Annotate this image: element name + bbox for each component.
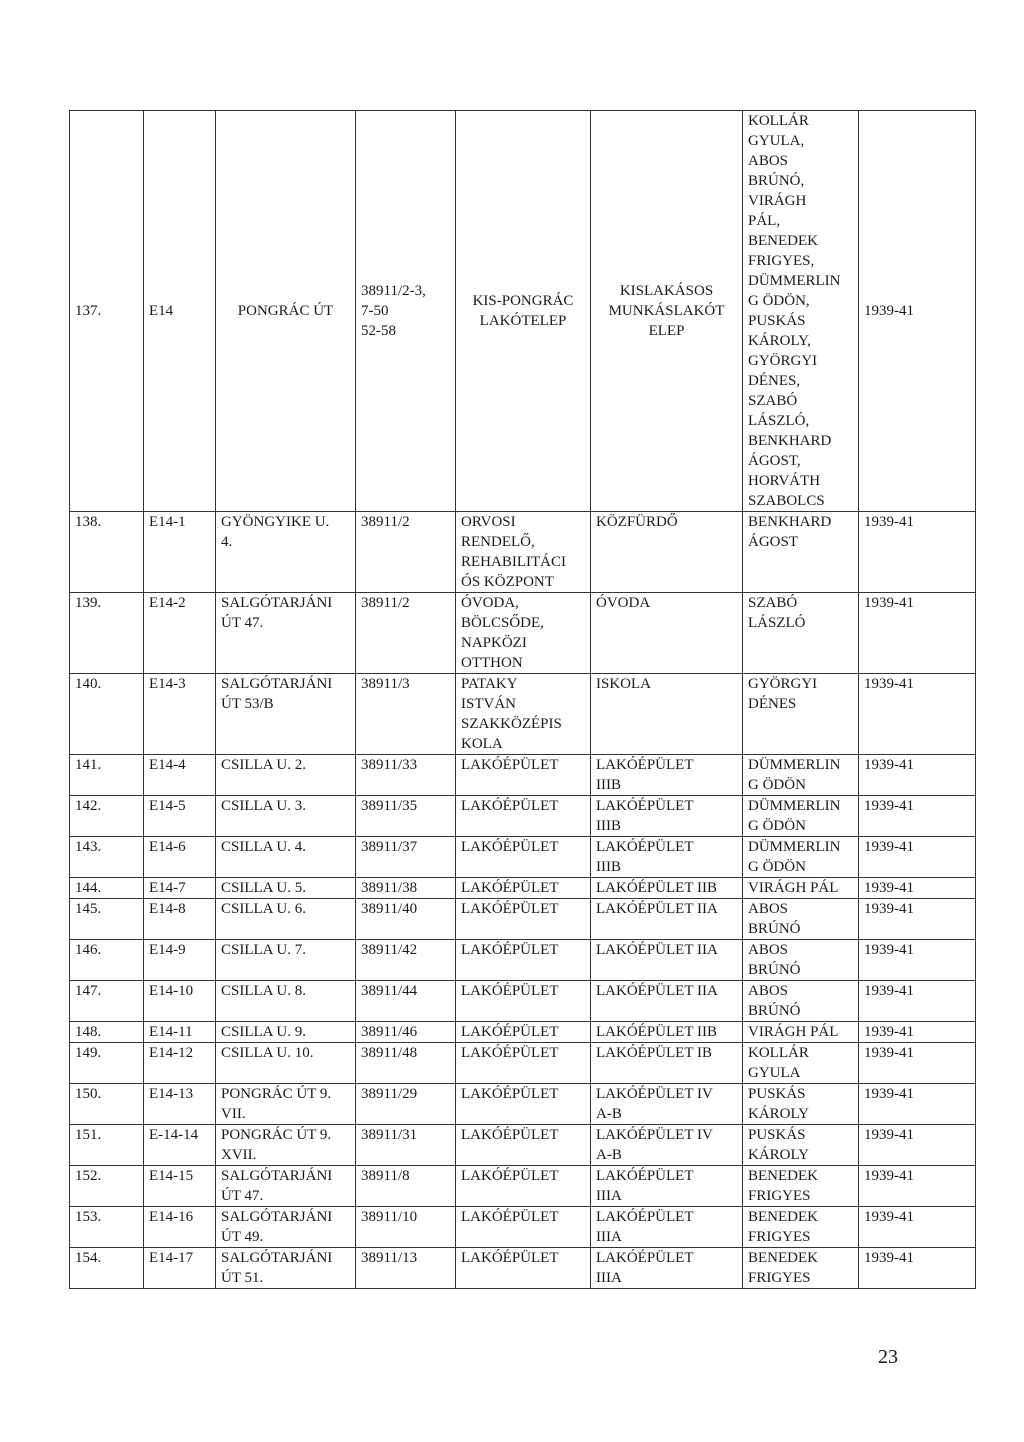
- object-function: KÖZFÜRDŐ: [591, 512, 743, 593]
- build-year: 1939-41: [859, 1022, 976, 1043]
- object-code: E14-4: [144, 755, 216, 796]
- address: SALGÓTARJÁNI ÚT 51.: [216, 1248, 356, 1289]
- object-code: E14-3: [144, 674, 216, 755]
- architect: KOLLÁR GYULA: [743, 1043, 859, 1084]
- object-function: LAKÓÉPÜLET IV A-B: [591, 1125, 743, 1166]
- table-row: [70, 899, 976, 940]
- parcel-number: 38911/46: [356, 1022, 456, 1043]
- object-function: LAKÓÉPÜLET IV A-B: [591, 1084, 743, 1125]
- address: CSILLA U. 4.: [216, 837, 356, 878]
- object-code: E14-1: [144, 512, 216, 593]
- object-code: E14-9: [144, 940, 216, 981]
- row-number: 140.: [70, 674, 144, 755]
- object-code: E14-8: [144, 899, 216, 940]
- object-name: ORVOSI RENDELŐ, REHABILITÁCI ÓS KÖZPONT: [456, 512, 591, 593]
- row-number: 144.: [70, 878, 144, 899]
- parcel-number: 38911/40: [356, 899, 456, 940]
- parcel-number: 38911/2: [356, 593, 456, 674]
- heritage-register-table: [69, 110, 976, 1289]
- build-year: 1939-41: [859, 1207, 976, 1248]
- parcel-number: 38911/3: [356, 674, 456, 755]
- table-row: [70, 1125, 976, 1166]
- object-function: KISLAKÁSOS MUNKÁSLAKÓT ELEP: [591, 111, 743, 512]
- build-year: 1939-41: [859, 1125, 976, 1166]
- table-row: [70, 1084, 976, 1125]
- build-year: 1939-41: [859, 940, 976, 981]
- object-function: LAKÓÉPÜLET IIIA: [591, 1166, 743, 1207]
- object-name: LAKÓÉPÜLET: [456, 981, 591, 1022]
- object-function: ISKOLA: [591, 674, 743, 755]
- build-year: 1939-41: [859, 899, 976, 940]
- table-row: [70, 837, 976, 878]
- row-number: 149.: [70, 1043, 144, 1084]
- object-name: LAKÓÉPÜLET: [456, 940, 591, 981]
- parcel-number: 38911/42: [356, 940, 456, 981]
- object-name: LAKÓÉPÜLET: [456, 1207, 591, 1248]
- object-name: PATAKY ISTVÁN SZAKKÖZÉPIS KOLA: [456, 674, 591, 755]
- row-number: 151.: [70, 1125, 144, 1166]
- object-code: E14-17: [144, 1248, 216, 1289]
- build-year: 1939-41: [859, 593, 976, 674]
- table-row: [70, 878, 976, 899]
- row-number: 138.: [70, 512, 144, 593]
- object-code: E14: [144, 111, 216, 512]
- object-name: LAKÓÉPÜLET: [456, 878, 591, 899]
- object-code: E14-5: [144, 796, 216, 837]
- parcel-number: 38911/2: [356, 512, 456, 593]
- parcel-number: 38911/35: [356, 796, 456, 837]
- build-year: 1939-41: [859, 837, 976, 878]
- row-number: 137.: [70, 111, 144, 512]
- build-year: 1939-41: [859, 1248, 976, 1289]
- architect: SZABÓ LÁSZLÓ: [743, 593, 859, 674]
- page-number: 23: [878, 1346, 898, 1368]
- build-year: 1939-41: [859, 755, 976, 796]
- object-name: LAKÓÉPÜLET: [456, 755, 591, 796]
- table-row: [70, 1043, 976, 1084]
- object-function: LAKÓÉPÜLET IIA: [591, 981, 743, 1022]
- address: CSILLA U. 6.: [216, 899, 356, 940]
- build-year: 1939-41: [859, 674, 976, 755]
- row-number: 142.: [70, 796, 144, 837]
- architect: ABOS BRÚNÓ: [743, 899, 859, 940]
- address: CSILLA U. 2.: [216, 755, 356, 796]
- row-number: 146.: [70, 940, 144, 981]
- parcel-number: 38911/31: [356, 1125, 456, 1166]
- object-name: LAKÓÉPÜLET: [456, 1125, 591, 1166]
- architect: BENKHARD ÁGOST: [743, 512, 859, 593]
- architect: KOLLÁR GYULA, ABOS BRÚNÓ, VIRÁGH PÁL, BENEDEK FRIGYES, DÜMMERLIN G ÖDÖN, PUSKÁS KÁROLY, GYÖRGYI DÉNES, SZABÓ LÁSZLÓ, BENKHARD ÁGOST, HORVÁTH SZABOLCS: [743, 111, 859, 512]
- address: CSILLA U. 10.: [216, 1043, 356, 1084]
- object-code: E14-12: [144, 1043, 216, 1084]
- row-number: 153.: [70, 1207, 144, 1248]
- address: SALGÓTARJÁNI ÚT 47.: [216, 1166, 356, 1207]
- object-code: E14-10: [144, 981, 216, 1022]
- row-number: 150.: [70, 1084, 144, 1125]
- object-code: E14-15: [144, 1166, 216, 1207]
- object-name: ÓVODA, BÖLCSŐDE, NAPKÖZI OTTHON: [456, 593, 591, 674]
- object-name: LAKÓÉPÜLET: [456, 1043, 591, 1084]
- address: SALGÓTARJÁNI ÚT 47.: [216, 593, 356, 674]
- build-year: 1939-41: [859, 981, 976, 1022]
- object-name: LAKÓÉPÜLET: [456, 899, 591, 940]
- parcel-number: 38911/37: [356, 837, 456, 878]
- object-code: E14-13: [144, 1084, 216, 1125]
- table-row: [70, 1022, 976, 1043]
- table-row: [70, 512, 976, 593]
- parcel-number: 38911/38: [356, 878, 456, 899]
- row-number: 143.: [70, 837, 144, 878]
- table-row: [70, 755, 976, 796]
- table-row: [70, 111, 976, 512]
- parcel-number: 38911/44: [356, 981, 456, 1022]
- parcel-number: 38911/48: [356, 1043, 456, 1084]
- object-function: LAKÓÉPÜLET IIIA: [591, 1248, 743, 1289]
- parcel-number: 38911/33: [356, 755, 456, 796]
- object-function: LAKÓÉPÜLET IIIB: [591, 837, 743, 878]
- object-function: LAKÓÉPÜLET IB: [591, 1043, 743, 1084]
- address: PONGRÁC ÚT: [216, 111, 356, 512]
- row-number: 152.: [70, 1166, 144, 1207]
- architect: DÜMMERLIN G ÖDÖN: [743, 755, 859, 796]
- parcel-number: 38911/13: [356, 1248, 456, 1289]
- parcel-number: 38911/10: [356, 1207, 456, 1248]
- architect: DÜMMERLIN G ÖDÖN: [743, 796, 859, 837]
- architect: GYÖRGYI DÉNES: [743, 674, 859, 755]
- parcel-number: 38911/29: [356, 1084, 456, 1125]
- object-code: E14-11: [144, 1022, 216, 1043]
- object-name: KIS-PONGRÁC LAKÓTELEP: [456, 111, 591, 512]
- build-year: 1939-41: [859, 512, 976, 593]
- object-function: LAKÓÉPÜLET IIB: [591, 878, 743, 899]
- object-code: E14-7: [144, 878, 216, 899]
- build-year: 1939-41: [859, 878, 976, 899]
- table-row: [70, 593, 976, 674]
- address: CSILLA U. 5.: [216, 878, 356, 899]
- address: PONGRÁC ÚT 9. XVII.: [216, 1125, 356, 1166]
- object-name: LAKÓÉPÜLET: [456, 1248, 591, 1289]
- object-code: E14-2: [144, 593, 216, 674]
- object-code: E14-16: [144, 1207, 216, 1248]
- address: CSILLA U. 7.: [216, 940, 356, 981]
- table-row: [70, 981, 976, 1022]
- build-year: 1939-41: [859, 111, 976, 512]
- build-year: 1939-41: [859, 1166, 976, 1207]
- architect: BENEDEK FRIGYES: [743, 1248, 859, 1289]
- build-year: 1939-41: [859, 796, 976, 837]
- object-code: E14-6: [144, 837, 216, 878]
- table-row: [70, 796, 976, 837]
- table-row: [70, 940, 976, 981]
- object-function: ÓVODA: [591, 593, 743, 674]
- table-row: [70, 1166, 976, 1207]
- object-function: LAKÓÉPÜLET IIB: [591, 1022, 743, 1043]
- address: PONGRÁC ÚT 9. VII.: [216, 1084, 356, 1125]
- architect: ABOS BRÚNÓ: [743, 940, 859, 981]
- object-function: LAKÓÉPÜLET IIIA: [591, 1207, 743, 1248]
- row-number: 141.: [70, 755, 144, 796]
- row-number: 147.: [70, 981, 144, 1022]
- address: CSILLA U. 3.: [216, 796, 356, 837]
- parcel-number: 38911/8: [356, 1166, 456, 1207]
- table-row: [70, 1207, 976, 1248]
- object-function: LAKÓÉPÜLET IIIB: [591, 796, 743, 837]
- object-name: LAKÓÉPÜLET: [456, 1022, 591, 1043]
- table-row: [70, 674, 976, 755]
- architect: PUSKÁS KÁROLY: [743, 1084, 859, 1125]
- row-number: 145.: [70, 899, 144, 940]
- object-name: LAKÓÉPÜLET: [456, 1084, 591, 1125]
- row-number: 148.: [70, 1022, 144, 1043]
- address: SALGÓTARJÁNI ÚT 53/B: [216, 674, 356, 755]
- object-function: LAKÓÉPÜLET IIIB: [591, 755, 743, 796]
- architect: DÜMMERLIN G ÖDÖN: [743, 837, 859, 878]
- object-function: LAKÓÉPÜLET IIA: [591, 940, 743, 981]
- object-function: LAKÓÉPÜLET IIA: [591, 899, 743, 940]
- address: SALGÓTARJÁNI ÚT 49.: [216, 1207, 356, 1248]
- build-year: 1939-41: [859, 1084, 976, 1125]
- architect: BENEDEK FRIGYES: [743, 1207, 859, 1248]
- address: CSILLA U. 9.: [216, 1022, 356, 1043]
- table-row: [70, 1248, 976, 1289]
- architect: VIRÁGH PÁL: [743, 1022, 859, 1043]
- architect: ABOS BRÚNÓ: [743, 981, 859, 1022]
- architect: BENEDEK FRIGYES: [743, 1166, 859, 1207]
- architect: VIRÁGH PÁL: [743, 878, 859, 899]
- object-name: LAKÓÉPÜLET: [456, 837, 591, 878]
- row-number: 154.: [70, 1248, 144, 1289]
- object-code: E-14-14: [144, 1125, 216, 1166]
- table-body: [70, 111, 976, 1289]
- address: CSILLA U. 8.: [216, 981, 356, 1022]
- row-number: 139.: [70, 593, 144, 674]
- architect: PUSKÁS KÁROLY: [743, 1125, 859, 1166]
- parcel-number: 38911/2-3, 7-50 52-58: [356, 111, 456, 512]
- address: GYÖNGYIKE U. 4.: [216, 512, 356, 593]
- object-name: LAKÓÉPÜLET: [456, 1166, 591, 1207]
- object-name: LAKÓÉPÜLET: [456, 796, 591, 837]
- build-year: 1939-41: [859, 1043, 976, 1084]
